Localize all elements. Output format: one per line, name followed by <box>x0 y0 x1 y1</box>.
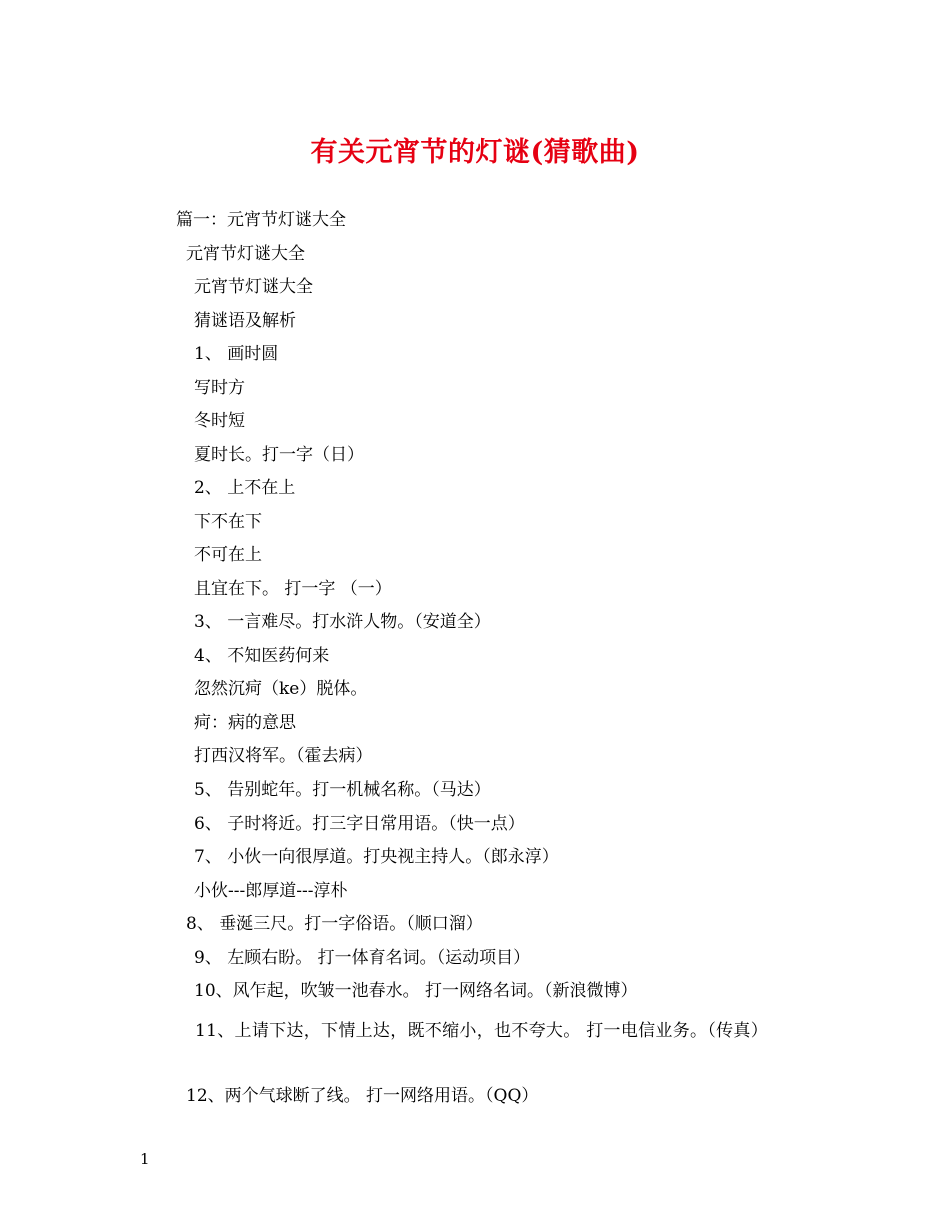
riddle-line: 6、 子时将近。打三字日常用语。（快一点） <box>194 814 525 834</box>
riddle-line: 2、 上不在上 <box>194 478 296 498</box>
riddle-line: 忽然沉疴（ke）脱体。 <box>194 679 368 699</box>
riddle-line: 且宜在下。 打一字 （一） <box>194 579 392 599</box>
riddle-line-wrapped: 11、上请下达，下情上达，既不缩小，也不夸大。 打一电信业务。（传真） <box>195 1021 769 1041</box>
riddle-line: 5、 告别蛇年。打一机械名称。（马达） <box>194 780 491 800</box>
riddle-line: 不可在上 <box>194 545 262 565</box>
document-title: 有关元宵节的灯谜(猜歌曲) <box>310 137 640 168</box>
text-line: 元宵节灯谜大全 <box>194 277 313 297</box>
text-line: 元宵节灯谜大全 <box>186 244 305 264</box>
riddle-line: 3、 一言难尽。打水浒人物。（安道全） <box>194 612 491 632</box>
riddle-line: 4、 不知医药何来 <box>194 646 330 666</box>
page-number: 1 <box>140 1150 150 1168</box>
riddle-line: 1、 画时圆 <box>194 344 279 364</box>
riddle-line: 7、 小伙一向很厚道。打央视主持人。（郎永淳） <box>194 847 559 867</box>
riddle-line: 冬时短 <box>194 411 245 431</box>
riddle-line: 写时方 <box>194 378 245 398</box>
riddle-line: 打西汉将军。（霍去病） <box>194 746 373 766</box>
riddle-line: 下不在下 <box>194 512 262 532</box>
riddle-line: 疴：病的意思 <box>194 713 296 733</box>
riddle-line: 10、风乍起，吹皱一池春水。 打一网络名词。（新浪微博） <box>194 981 638 1001</box>
riddle-line: 小伙---郎厚道---淳朴 <box>194 881 348 901</box>
text-line: 猜谜语及解析 <box>194 311 296 331</box>
riddle-line: 夏时长。打一字（日） <box>194 445 364 465</box>
riddle-line: 8、 垂涎三尺。打一字俗语。（顺口溜） <box>186 914 483 934</box>
riddle-line: 9、 左顾右盼。 打一体育名词。（运动项目） <box>194 948 531 968</box>
section-heading: 篇一：元宵节灯谜大全 <box>176 210 346 230</box>
riddle-line: 12、两个气球断了线。 打一网络用语。（QQ） <box>186 1086 539 1106</box>
